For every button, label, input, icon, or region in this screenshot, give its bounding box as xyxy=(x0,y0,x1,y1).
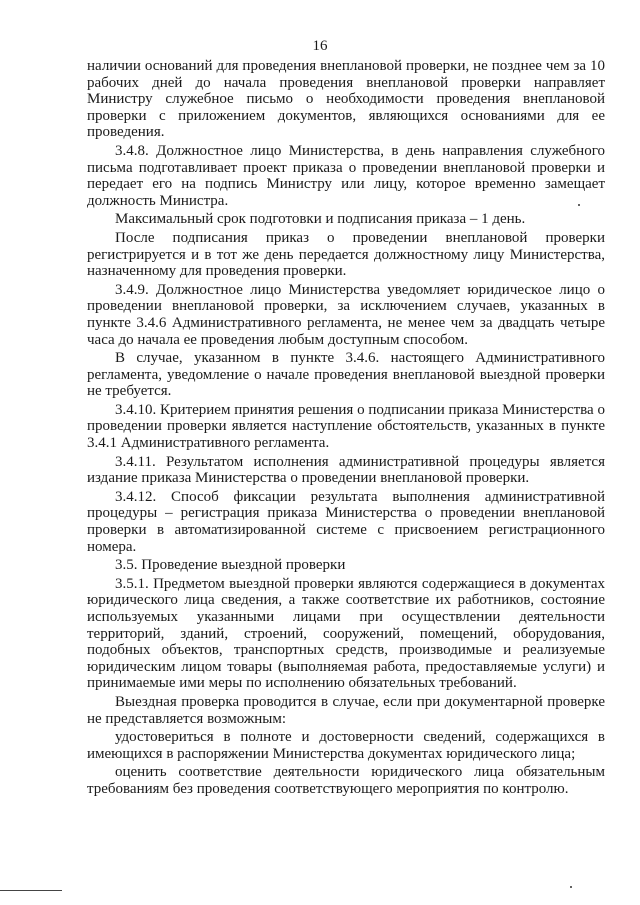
paragraph: удостовериться в полноте и достоверности сведений, содержащихся в имеющихся в распоряжении Министерства документах юридического лица; xyxy=(87,729,605,762)
paragraph: В случае, указанном в пункте 3.4.6. настоящего Административного регламента, уведомление о начале проведения внеплановой выездной проверки не требуется. xyxy=(87,350,605,400)
paragraph: 3.4.10. Критерием принятия решения о подписании приказа Министерства о проведении проверки является наступление обстоятельств, указанных в пункте 3.4.1 Административного регламента. xyxy=(87,401,605,452)
paragraph: наличии оснований для проведения внеплановой проверки, не позднее чем за 10 рабочих дней до начала проведения внеплановой проверки направляет Министру служебное письмо о необходимости проведения внеплановой проверки с приложением документов, являющихся основаниями для ее проведения. xyxy=(87,58,605,141)
paragraph: оценить соответствие деятельности юридического лица обязательным требованиям без проведения соответствующего мероприятия по контролю. xyxy=(87,764,605,797)
paragraph: Максимальный срок подготовки и подписания приказа – 1 день. xyxy=(115,211,526,228)
paragraph: 3.4.12. Способ фиксации результата выполнения административной процедуры – регистрация приказа Министерства о проведении внеплановой проверки в автоматизированной системе с присвоением регистрационного номера. xyxy=(87,488,605,555)
scan-speck xyxy=(578,204,580,206)
paragraph: 3.5. Проведение выездной проверки xyxy=(115,557,346,574)
paragraph: 3.4.8. Должностное лицо Министерства, в день направления служебного письма подготавливает проект приказа о проведении внеплановой проверки и передает его на подпись Министру или лицу, которое временно замещает должность Министра. xyxy=(87,142,605,209)
footer-divider xyxy=(0,890,62,891)
scan-speck xyxy=(570,886,572,888)
paragraph: 3.4.9. Должностное лицо Министерства уведомляет юридическое лицо о проведении внеплановой проверки, за исключением случаев, указанных в пункте 3.4.6 Административного регламента, не менее чем за двадцать четыре часа до начала ее проведения любым доступным способом. xyxy=(87,281,605,348)
page-number: 16 xyxy=(312,38,328,54)
paragraph: 3.4.11. Результатом исполнения административной процедуры является издание приказа Министерства о проведении внеплановой проверки. xyxy=(87,453,605,487)
paragraph: После подписания приказ о проведении внеплановой проверки регистрируется и в тот же день передается должностному лицу Министерства, назначенному для проведения проверки. xyxy=(87,229,605,280)
paragraph: Выездная проверка проводится в случае, если при документарной проверке не представляется возможным: xyxy=(87,693,605,727)
document-body xyxy=(87,58,605,798)
paragraph: 3.5.1. Предметом выездной проверки являются содержащиеся в документах юридического лица сведения, а также соответствие их работников, состояние используемых указанными лицами при осуществлении деятельности территорий, зданий, строений, сооружений, помещений, оборудования, подобных объектов, транспортных средств, производимые и реализуемые юридическим лицом товары (выполняемая работа, предоставляемые услуги) и принимаемые ими меры по исполнению обязательных требований. xyxy=(87,575,605,692)
